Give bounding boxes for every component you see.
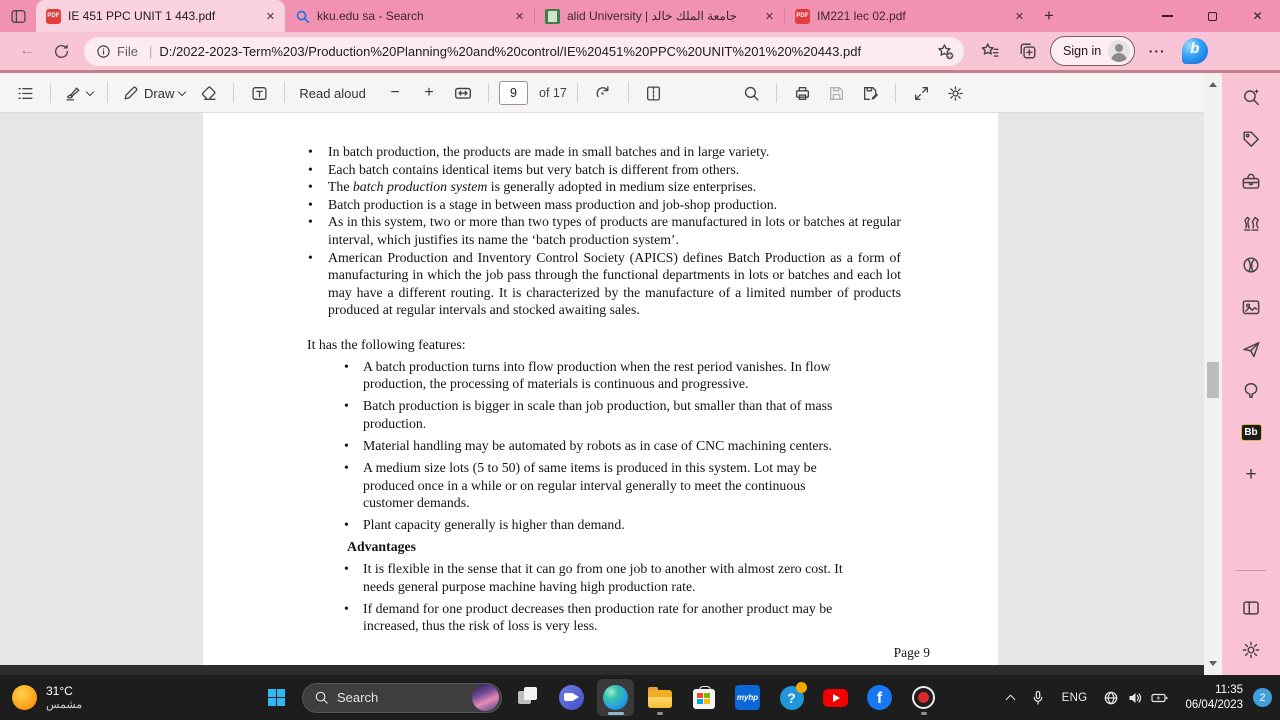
read-aloud-button[interactable] [295,78,370,108]
myhp-button[interactable] [729,679,766,716]
page-view-button[interactable] [639,78,669,108]
tab-pdf-im221[interactable] [785,0,1034,32]
vertical-scrollbar[interactable] [1204,73,1222,675]
weather-condition-label: مشمس [46,698,83,711]
avatar [1108,40,1130,62]
search-placeholder: Search [337,690,379,705]
add-favorite-icon[interactable] [937,43,954,60]
bullet-item: • American Production and Inventory Control Society (APICS) defines Batch Production as a form of manufacturing in which the job pass through the functional departments in lots or batches and each lot may have a different routing. It is characterized by the manufacture of a limited number of products produced at regular intervals and stocked awaiting sales. [305,249,901,319]
windows-logo-icon [268,689,285,706]
bing-icon [1182,38,1208,64]
scroll-down-icon[interactable] [1209,661,1217,666]
url-text[interactable]: D:/2022-2023-Term%203/Production%20Planning%20and%20control/IE%20451%20PPC%20UNIT%201%20%20443.pdf [159,43,862,59]
store-icon [693,689,715,709]
chat-button[interactable] [553,679,590,716]
tab-close-icon[interactable]: ✕ [265,10,276,23]
feature-item: • A batch production turns into flow production when the rest period vanishes. In flow production, the processing of materials is continuous and progressive. [340,358,859,393]
tab-title: IM221 lec 02.pdf [817,9,906,23]
feature-item: • Material handling may be automated by robots as in case of CNC machining centers. [340,437,859,455]
pdf-settings-button[interactable] [940,78,970,108]
tab-university[interactable] [535,0,784,32]
edge-taskbar-button[interactable] [597,679,634,716]
sidebar-tree-button[interactable] [1231,371,1271,410]
sidebar-search-button[interactable] [1231,77,1271,116]
record-icon [912,686,935,709]
window-controls [1145,0,1280,32]
save-as-button[interactable] [855,78,885,108]
minimize-button[interactable] [1145,0,1190,32]
settings-more-icon[interactable]: ··· [1148,43,1166,59]
tab-kku-search[interactable] [285,0,534,32]
notification-badge[interactable]: 2 [1253,688,1272,707]
sidebar-divider [1236,570,1266,571]
print-button[interactable] [787,78,817,108]
feature-item: • Batch production is bigger in scale than job production, but smaller than that of mass production. [340,397,859,432]
tab-close-icon[interactable]: ✕ [1014,10,1025,23]
features-list [340,358,901,534]
facebook-icon: f [867,685,892,710]
feature-item: • Plant capacity generally is higher than demand. [340,516,859,534]
tab-pdf-unit1[interactable] [36,0,285,32]
youtube-button[interactable] [817,679,854,716]
taskbar-search-box[interactable] [302,683,502,713]
sidebar-games-button[interactable] [1231,203,1271,242]
bullet-item: • Batch production is a stage in between mass production and job-shop production. [305,196,901,214]
url-divider: | [148,43,153,59]
bullet-item: • Each batch contains identical items but very batch is different from others. [305,161,901,179]
weather-widget[interactable] [0,684,200,712]
chevron-down-icon [86,87,94,95]
chevron-down-icon [178,87,186,95]
page-count-label: of 17 [539,86,567,100]
new-tab-button[interactable]: + [1044,6,1054,25]
edge-sidebar [1222,73,1280,675]
sidebar-shopping-button[interactable] [1231,119,1271,158]
facebook-button[interactable] [861,679,898,716]
draw-button[interactable] [118,78,189,108]
help-button[interactable] [773,679,810,716]
pdf-file-icon: PDF [46,9,61,24]
tab-title: IE 451 PPC UNIT 1 443.pdf [68,9,216,23]
sidebar-image-creator-button[interactable] [1231,287,1271,326]
clock[interactable] [1179,683,1249,712]
sun-icon [12,685,37,710]
notification-dot [796,682,807,693]
pdf-toolbar [0,73,1222,113]
pdf-viewer[interactable] [0,113,1204,675]
draw-label: Draw [144,85,175,101]
save-button [821,78,851,108]
tab-close-icon[interactable]: ✕ [514,10,525,23]
advantages-list [340,560,901,635]
sidebar-tools-button[interactable] [1231,161,1271,200]
sidebar-browser-essentials-button[interactable] [1231,245,1271,284]
features-intro: It has the following features: [307,336,466,352]
search-daily-image[interactable] [472,684,499,711]
sidebar-add-button[interactable]: + [1245,463,1257,485]
rotate-button[interactable] [588,78,618,108]
system-tray [1001,675,1272,720]
network-icon [1103,690,1119,706]
collections-icon[interactable] [1012,36,1044,66]
taskbar [0,675,1280,720]
table-of-contents-button[interactable] [10,78,40,108]
start-button[interactable] [258,679,295,716]
sidebar-settings-button[interactable] [1231,630,1271,669]
highlighter-button[interactable] [61,78,97,108]
pdf-file-icon: PDF [795,9,810,24]
address-bar-actions [974,36,1211,66]
page-bottom-edge [0,665,1204,675]
feature-item: • A medium size lots (5 to 50) of same items is produced in this system. Lot may be produced once in a while or on regular interval generally to meet the continuous customer demands. [340,459,859,512]
battery-icon [1151,690,1169,706]
sign-in-button[interactable] [1050,36,1135,66]
read-aloud-label: Read aloud [299,85,366,101]
refresh-button[interactable] [44,36,78,66]
address-bar [0,32,1280,70]
info-icon[interactable] [96,44,111,59]
scrollbar-thumb[interactable] [1207,362,1219,398]
pdf-page [203,113,998,665]
youtube-icon [823,689,848,707]
fullscreen-button[interactable] [906,78,936,108]
maximize-button[interactable] [1190,0,1235,32]
advantage-item: • If demand for one product decreases then production rate for another product may be increased, thus the risk of loss is very less. [340,600,859,635]
chat-icon [559,685,584,710]
zoom-in-button[interactable]: + [424,84,434,101]
network-volume-battery-button[interactable] [1097,681,1175,715]
time-label: 11:35 [1215,684,1243,696]
erase-button[interactable] [193,78,223,108]
search-favicon-icon [295,9,310,24]
favorites-icon[interactable] [974,36,1006,66]
sidebar-drop-button[interactable] [1231,329,1271,368]
sidebar-blackboard-button[interactable] [1231,413,1271,452]
tab-title: kku.edu sa - Search [317,9,424,23]
sign-in-label: Sign in [1063,44,1102,58]
sidebar-toggle-button[interactable] [1231,588,1271,627]
microphone-indicator[interactable] [1024,681,1052,715]
search-icon [314,690,329,705]
screen-recorder-button[interactable] [905,679,942,716]
task-view-button[interactable] [509,679,546,716]
bullet-item: • As in this system, two or more than two types of products are manufactured in lots or batches at regular interval, which justifies its name the ‘batch production system’. [305,213,901,248]
file-explorer-button[interactable] [641,679,678,716]
search-document-button[interactable] [736,78,766,108]
back-button[interactable]: ← [19,42,35,59]
page-number-input[interactable] [499,81,528,105]
taskbar-center [258,675,942,720]
advantages-heading: Advantages [347,539,416,555]
tab-bar [0,0,1280,32]
zoom-out-button[interactable]: − [390,84,400,101]
scroll-up-icon[interactable] [1209,82,1217,87]
bing-chat-button[interactable] [1179,36,1211,66]
volume-icon [1127,690,1143,706]
tab-close-icon[interactable]: ✕ [764,10,775,23]
window-close-button[interactable]: ✕ [1252,9,1263,23]
folder-icon [648,690,672,708]
edge-icon [603,685,628,710]
add-text-button[interactable] [244,78,274,108]
chevron-up-icon [1005,695,1015,705]
page-number-label: Page 9 [893,645,930,660]
file-scheme-label: File [117,43,138,59]
tray-overflow-button[interactable] [1001,681,1020,715]
tab-actions-menu-button[interactable] [0,0,36,32]
bullet-item: • In batch production, the products are made in small batches and in large variety. [305,143,901,161]
myhp-icon: myhp [735,685,760,710]
url-field[interactable] [84,37,964,66]
tab-title: alid University | جامعة الملك خالد [567,9,737,23]
advantage-item: • It is flexible in the sense that it can go from one job to another with almost zero cost. It needs general purpose machine having high production rate. [340,560,859,595]
document-content [203,113,998,639]
help-icon: ? [780,686,804,710]
language-indicator[interactable]: ENG [1061,691,1088,704]
temperature-label: 31°C [46,683,73,698]
date-label: 06/04/2023 [1185,698,1243,711]
microsoft-store-button[interactable] [685,679,722,716]
university-favicon-icon [545,9,560,24]
bullet-item: • The batch production system is generally adopted in medium size enterprises. [305,178,901,196]
bullet-list-main [305,143,901,319]
fit-to-width-button[interactable] [448,78,478,108]
blackboard-icon: Bb [1241,424,1262,441]
